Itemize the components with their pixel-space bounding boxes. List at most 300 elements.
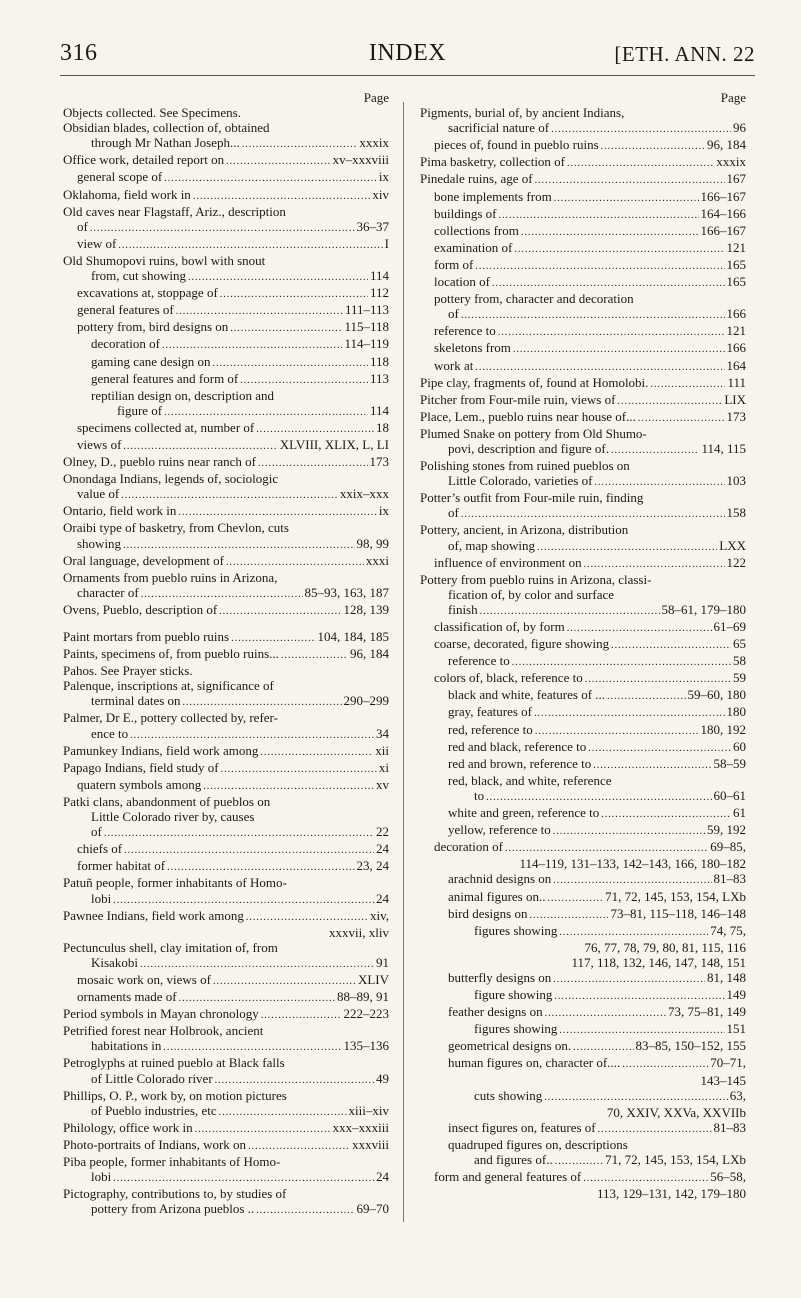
entry-page-ref: I (384, 235, 389, 251)
index-entry (63, 204, 389, 219)
entry-text: Petrified forest near Holbrook, ancient (63, 1023, 264, 1039)
entry-page-ref: 36–37 (356, 218, 389, 234)
index-entry (63, 253, 389, 268)
leader-dots (231, 629, 315, 646)
index-entry (420, 1021, 746, 1038)
entry-page-ref: 59–60, 180 (687, 687, 746, 703)
entry-page-ref: 135–136 (343, 1038, 389, 1054)
entry-text: character of (77, 584, 139, 600)
leader-dots (461, 306, 725, 323)
entry-text: bone implements from (434, 188, 552, 204)
leader-dots (164, 169, 377, 186)
entry-page-ref: 71, 72, 145, 153, 154, LXb (605, 1152, 746, 1167)
entry-text: Old Shumopovi ruins, bowl with snout (63, 252, 266, 268)
leader-dots (512, 653, 731, 670)
entry-page-ref: 173 (369, 454, 389, 470)
entry-text: Pinedale ruins, age of (420, 171, 533, 187)
entry-text: lobi (91, 890, 112, 906)
index-entry (63, 1186, 389, 1201)
index-entry (420, 1073, 746, 1088)
entry-text: figure of (117, 402, 163, 418)
index-entry (420, 805, 746, 822)
index-entry (63, 1201, 389, 1218)
entry-text: mosaic work on, views of (77, 971, 211, 987)
index-entry (63, 1038, 389, 1055)
index-entry (63, 1088, 389, 1103)
leader-dots (553, 871, 711, 888)
index-entry (63, 794, 389, 809)
leader-dots (475, 358, 724, 375)
index-entry (420, 871, 746, 888)
entry-text: arachnid designs on (448, 871, 552, 887)
entry-text: excavations at, stoppage of (77, 285, 218, 301)
leader-dots (486, 788, 711, 805)
entry-text: Photo-portraits of Indians, work on (63, 1136, 247, 1152)
index-entry (420, 426, 746, 441)
entry-page-ref: 70–71, (710, 1055, 746, 1071)
entry-text: location of (434, 274, 490, 290)
leader-dots (118, 236, 382, 253)
entry-page-ref: 24 (376, 841, 389, 857)
entry-page-ref: 69–70 (356, 1201, 389, 1217)
entry-page-ref: xiv, (369, 907, 389, 923)
entry-page-ref: 81–83 (713, 1119, 746, 1135)
index-entry (420, 970, 746, 987)
index-entry (420, 773, 746, 788)
entry-page-ref: 114–119 (344, 336, 389, 352)
index-entry (420, 1152, 746, 1169)
index-entry (420, 788, 746, 805)
leader-dots (513, 340, 725, 357)
index-entry (420, 240, 746, 257)
entry-text: classification of, by form (434, 619, 565, 634)
entry-page-ref: 113 (369, 370, 389, 386)
entry-text: figure showing (474, 987, 553, 1003)
entry-text: of, map showing (448, 537, 536, 553)
leader-dots (213, 354, 368, 371)
entry-page-ref: 164–166 (700, 205, 746, 221)
leader-dots (178, 503, 377, 520)
entry-page-ref: xi (378, 759, 389, 775)
leader-dots (230, 319, 342, 336)
left-column (63, 90, 389, 1218)
entry-page-ref: 76, 77, 78, 79, 80, 81, 115, 116 (584, 939, 746, 955)
entry-text: Potter’s outfit from Four-mile ruin, finding (420, 490, 644, 506)
index-entry (63, 403, 389, 420)
index-entry (420, 1088, 746, 1105)
entry-text: pottery from, character and decoration (434, 291, 634, 307)
entry-text: of (448, 306, 459, 322)
leader-dots (601, 137, 705, 154)
leader-dots (529, 906, 608, 923)
leader-dots (547, 889, 603, 906)
leader-dots (256, 1201, 354, 1218)
entry-page-ref: xxix–xxx (339, 486, 389, 502)
leader-dots (221, 760, 377, 777)
index-entry (63, 1103, 389, 1120)
entry-text: Onondaga Indians, legends of, sociologic (63, 471, 279, 487)
entry-page-ref: 103 (726, 473, 746, 489)
entry-page-ref: ix (378, 169, 389, 185)
leader-dots (256, 420, 374, 437)
index-entry (420, 392, 746, 409)
index-entry (63, 437, 389, 454)
entry-text: lobi (91, 1169, 112, 1185)
leader-dots (607, 687, 685, 704)
header-rule (60, 75, 755, 76)
entry-text: colors of, black, reference to (434, 670, 583, 686)
entry-text: general scope of (77, 169, 163, 185)
index-entry (420, 555, 746, 572)
entry-page-ref: LXX (719, 537, 746, 553)
leader-dots (475, 257, 724, 274)
index-entry (63, 152, 389, 169)
entry-page-ref: 34 (376, 725, 389, 741)
entry-page-ref: 112 (369, 285, 389, 301)
entry-page-ref: xii (375, 742, 389, 758)
entry-text: to (474, 787, 485, 803)
entry-page-ref: 290–299 (343, 693, 389, 709)
index-entry (63, 925, 389, 940)
entry-text: Old caves near Flagstaff, Ariz., description (63, 203, 286, 219)
index-entry (63, 1055, 389, 1070)
entry-text: general features and form of (91, 370, 239, 386)
entry-text: Pottery from pueblo ruins in Arizona, classi- (420, 571, 652, 587)
entry-text: black and white, features of ... (448, 687, 606, 703)
entry-page-ref: 59 (733, 670, 746, 686)
leader-dots (113, 891, 374, 908)
entry-page-ref: 122 (726, 554, 746, 570)
entry-page-ref: 111–113 (344, 302, 389, 318)
index-entry (420, 473, 746, 490)
index-entry (420, 257, 746, 274)
entry-page-ref: 81, 148 (707, 969, 746, 985)
entry-text: form and general features of (434, 1169, 582, 1185)
entry-page-ref: 114 (369, 402, 389, 418)
entry-page-ref: 74, 75, (710, 922, 746, 938)
entry-page-ref: 61–69 (713, 619, 746, 634)
index-entry (420, 1055, 746, 1072)
entry-text: red, reference to (448, 721, 533, 737)
index-entry (63, 503, 389, 520)
index-entry (420, 739, 746, 756)
leader-dots (260, 743, 373, 760)
index-entry (63, 824, 389, 841)
entry-text: quadruped figures on, descriptions (448, 1136, 628, 1152)
leader-dots (113, 1169, 374, 1186)
leader-dots (193, 187, 371, 204)
index-entry (420, 458, 746, 473)
index-entry (63, 989, 389, 1006)
leader-dots (164, 403, 368, 420)
entry-text: value of (77, 486, 120, 502)
index-entry (420, 587, 746, 602)
leader-dots (215, 1071, 374, 1088)
entry-page-ref: 49 (376, 1070, 389, 1086)
index-entry (63, 354, 389, 371)
entry-page-ref: LIX (724, 391, 746, 407)
entry-page-ref: 83–85, 150–152, 155 (635, 1038, 746, 1054)
entry-text: Palmer, Dr E., pottery collected by, refer- (63, 710, 278, 726)
entry-text: Piba people, former inhabitants of Homo- (63, 1154, 281, 1169)
entry-text: work at (434, 357, 474, 373)
index-entry (420, 171, 746, 188)
entry-text: butterfly designs on (448, 969, 552, 985)
leader-dots (195, 1120, 331, 1137)
entry-text: geometrical designs on. (448, 1038, 572, 1054)
index-entry (63, 319, 389, 336)
entry-page-ref: 58–61, 179–180 (661, 601, 746, 617)
index-entry (420, 722, 746, 739)
index-entry (63, 1137, 389, 1154)
index-entry (420, 490, 746, 505)
entry-page-ref: 121 (726, 323, 746, 339)
leader-dots (240, 371, 368, 388)
leader-dots (638, 409, 725, 426)
entry-text: gray, features of (448, 704, 532, 720)
leader-dots (226, 553, 364, 570)
leader-dots (554, 189, 699, 206)
entry-page-ref: 60–61 (713, 787, 746, 803)
leader-dots (167, 858, 354, 875)
entry-page-ref: 24 (376, 890, 389, 906)
entry-page-ref: 167 (726, 171, 746, 187)
leader-dots (622, 1055, 708, 1072)
entry-text: Pigments, burial of, by ancient Indians, (420, 105, 625, 121)
index-entry (420, 206, 746, 223)
index-entry (63, 710, 389, 725)
entry-page-ref: 222–223 (343, 1006, 389, 1022)
entry-text: views of (77, 436, 122, 452)
index-entry (63, 219, 389, 236)
index-entry (420, 323, 746, 340)
leader-dots (544, 1088, 728, 1105)
entry-text: decoration of (434, 839, 503, 855)
entry-page-ref: 158 (726, 505, 746, 521)
leader-dots (583, 1169, 708, 1186)
entry-page-ref: 65 (733, 636, 746, 652)
entry-text: of Little Colorado river (91, 1070, 213, 1086)
entry-text: Pipe clay, fragments of, found at Homolobi. (420, 374, 649, 390)
index-entry (420, 670, 746, 687)
index-entry (63, 693, 389, 710)
index-entry (420, 602, 746, 619)
index-entry (63, 454, 389, 471)
index-entry (63, 743, 389, 760)
index-entry (420, 189, 746, 206)
leader-dots (480, 602, 660, 619)
index-entry (420, 1004, 746, 1021)
index-entry (420, 274, 746, 291)
index-entry (420, 1105, 746, 1120)
entry-text: povi, description and figure of. (448, 440, 610, 456)
index-entry (420, 223, 746, 240)
entry-text: of (448, 505, 459, 521)
index-entry (63, 236, 389, 253)
entry-page-ref: 165 (726, 256, 746, 272)
entry-text: figures showing (474, 922, 558, 938)
entry-text: sacrificial nature of (448, 120, 550, 136)
entry-text: Pahos. See Prayer sticks. (63, 663, 193, 679)
leader-dots (498, 323, 725, 340)
entry-text: Patki clans, abandonment of pueblos on (63, 793, 271, 809)
entry-text: Pamunkey Indians, field work among (63, 742, 259, 758)
index-entry (63, 1120, 389, 1137)
entry-text: Pima basketry, collection of (420, 154, 566, 170)
leader-dots (559, 1021, 724, 1038)
leader-dots (246, 908, 368, 925)
entry-text: Period symbols in Mayan chronology (63, 1006, 259, 1022)
index-entry (63, 1023, 389, 1038)
index-entry (420, 291, 746, 306)
entry-text: from, cut showing (91, 268, 186, 284)
entry-page-ref: xiv (372, 186, 389, 202)
index-entry (420, 1137, 746, 1152)
leader-dots (573, 1038, 633, 1055)
entry-text: pottery from, bird designs on (77, 319, 229, 335)
entry-text: reference to (434, 323, 496, 339)
leader-dots (567, 619, 712, 636)
entry-text: Polishing stones from ruined pueblos on (420, 458, 630, 474)
entry-page-ref: xxx–xxxiii (332, 1119, 389, 1135)
index-entry (420, 636, 746, 653)
index-entry (420, 409, 746, 426)
index-entry (420, 704, 746, 721)
index-entry (420, 1120, 746, 1137)
entry-text: skeletons from (434, 340, 511, 356)
entry-page-ref: 23, 24 (356, 858, 389, 874)
leader-dots (559, 923, 708, 940)
index-entry (420, 940, 746, 955)
entry-text: yellow, reference to (448, 822, 551, 838)
entry-page-ref: 104, 184, 185 (317, 629, 389, 644)
entry-text: white and green, reference to (448, 805, 600, 821)
entry-page-ref: 166 (726, 306, 746, 322)
index-entry (63, 336, 389, 353)
entry-page-ref: 143–145 (700, 1072, 746, 1088)
entry-page-ref: 114, 115 (701, 440, 746, 456)
entry-text: Oral language, development of (63, 552, 224, 568)
entry-text: Pectunculus shell, clay imitation of, from (63, 939, 278, 955)
index-entry (63, 891, 389, 908)
entry-text: Place, Lem., pueblo ruins near house of... (420, 408, 636, 424)
entry-page-ref: 166 (726, 340, 746, 356)
index-entry (63, 388, 389, 403)
entry-text: Ontario, field work in (63, 503, 177, 519)
index-entry (420, 572, 746, 587)
entry-text: Oraibi type of basketry, from Chevlon, cuts (63, 520, 289, 536)
entry-text: Papago Indians, field study of (63, 759, 219, 775)
entry-page-ref: xxxix (359, 135, 389, 151)
leader-dots (248, 1137, 350, 1154)
entry-text: Ovens, Pueblo, description of (63, 601, 218, 617)
leader-dots (598, 1120, 712, 1137)
leader-dots (584, 555, 725, 572)
entry-text: influence of environment on (434, 554, 582, 570)
entry-page-ref: xxxvii, xliv (329, 924, 389, 940)
leader-dots (611, 441, 699, 458)
entry-text: red and brown, reference to (448, 755, 592, 771)
leader-dots (567, 154, 714, 171)
entry-text: bird designs on (448, 905, 528, 921)
index-entry (420, 505, 746, 522)
index-entry (420, 358, 746, 375)
entry-text: Oklahoma, field work in (63, 186, 191, 202)
index-entry (420, 987, 746, 1004)
index-entry (63, 570, 389, 585)
entry-text: reptilian design on, description and (91, 387, 275, 403)
entry-text: Olney, D., pueblo ruins near ranch of (63, 454, 257, 470)
entry-text: Petroglyphs at ruined pueblo at Black falls (63, 1055, 285, 1071)
entry-text: of Pueblo industries, etc (91, 1102, 217, 1118)
leader-dots (183, 693, 342, 710)
entry-text: cuts showing (474, 1087, 543, 1103)
entry-text: insect figures on, features of (448, 1119, 596, 1135)
leader-dots (514, 240, 724, 257)
entry-page-ref: 113, 129–131, 142, 179–180 (596, 1186, 746, 1202)
index-entry (420, 154, 746, 171)
leader-dots (534, 704, 725, 721)
right-column (420, 90, 746, 1201)
index-entry (420, 538, 746, 555)
entry-text: reference to (448, 653, 510, 669)
entry-page-ref: 165 (726, 274, 746, 290)
entry-page-ref: XLVIII, XLIX, L, LI (279, 436, 389, 452)
entry-page-ref: 128, 139 (343, 601, 389, 617)
entry-text: former habitat of (77, 858, 166, 874)
entry-text: gaming cane design on (91, 353, 211, 369)
leader-dots (505, 839, 708, 856)
index-entry (63, 268, 389, 285)
entry-page-ref: 70, XXIV, XXVa, XXVIIb (606, 1104, 746, 1120)
entry-page-ref: 117, 118, 132, 146, 147, 148, 151 (571, 954, 746, 970)
entry-page-ref: 114–119, 131–133, 142–143, 166, 180–182 (519, 856, 746, 872)
entry-page-ref: 73, 75–81, 149 (668, 1004, 746, 1020)
entry-page-ref: 166–167 (700, 188, 746, 204)
index-entry (420, 306, 746, 323)
entry-page-ref: xv (376, 776, 389, 792)
index-entry (63, 536, 389, 553)
entry-page-ref: 173 (726, 408, 746, 424)
index-entry (63, 1154, 389, 1169)
entry-page-ref: 61 (733, 805, 746, 821)
index-entry (63, 858, 389, 875)
index-entry (63, 471, 389, 486)
index-entry (63, 120, 389, 135)
entry-text: Paint mortars from pueblo ruins (63, 629, 230, 644)
entry-text: examination of (434, 239, 513, 255)
leader-dots (585, 670, 731, 687)
entry-page-ref: ix (378, 503, 389, 519)
leader-dots (617, 392, 722, 409)
section-gap (63, 619, 389, 629)
entry-page-ref: 24 (376, 1169, 389, 1185)
leader-dots (594, 473, 724, 490)
entry-page-ref: 18 (376, 419, 389, 435)
entry-page-ref: 96, 184 (707, 137, 746, 153)
leader-dots (90, 219, 355, 236)
entry-page-ref: 118 (369, 353, 389, 369)
leader-dots (555, 1152, 603, 1169)
leader-dots (535, 722, 699, 739)
index-entry (63, 486, 389, 503)
index-entry (63, 760, 389, 777)
leader-dots (281, 646, 348, 663)
entry-text: decoration of (91, 336, 160, 352)
index-entry (420, 889, 746, 906)
entry-page-ref: xiii–xiv (348, 1102, 389, 1118)
page-title: INDEX (368, 40, 447, 66)
